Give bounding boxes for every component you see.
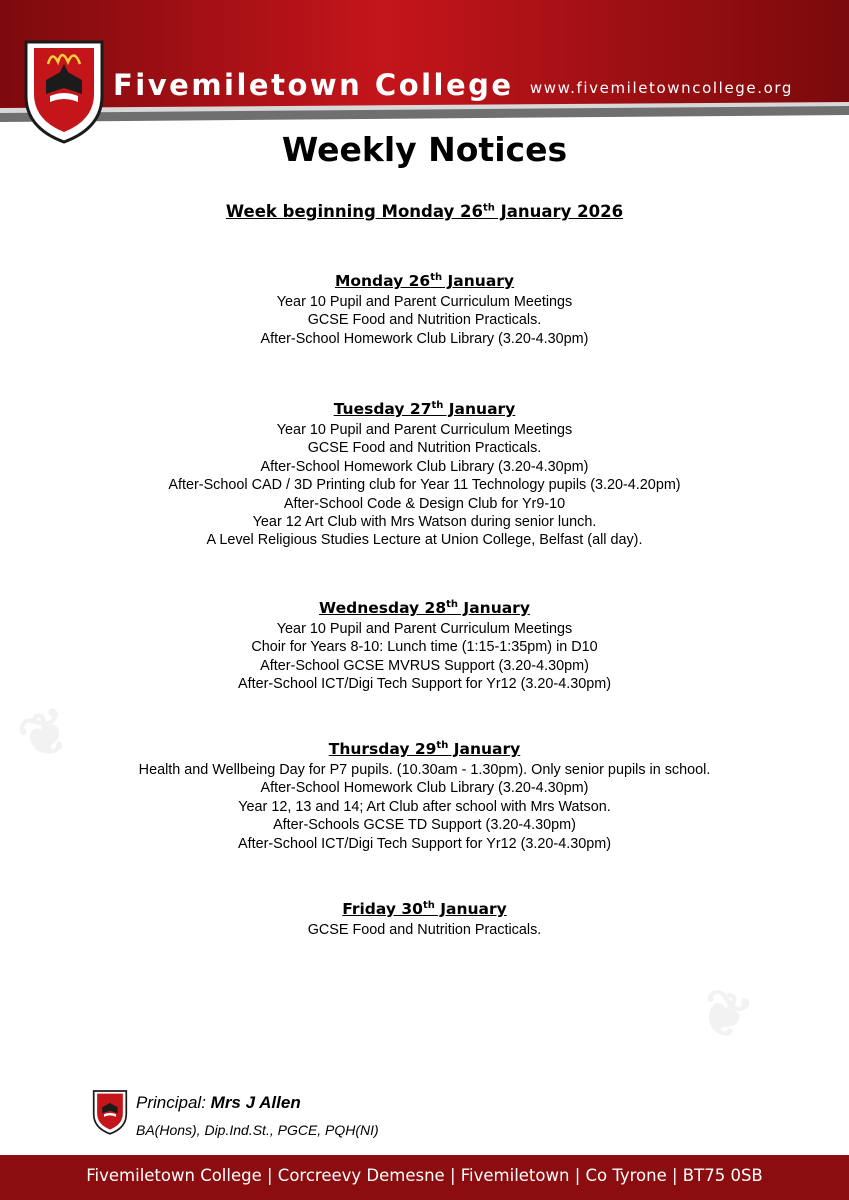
notice-item: GCSE Food and Nutrition Practicals. — [307, 922, 542, 938]
day-heading: Wednesday 28th January — [319, 598, 530, 617]
principal-block — [92, 1088, 492, 1148]
day-section-tuesday — [0, 400, 849, 550]
notice-item: Year 10 Pupil and Parent Curriculum Meetings — [276, 294, 573, 310]
footer-address: Fivemiletown College | Corcreevy Demesne | Fivemiletown | Co Tyrone | BT75 0SB — [86, 1166, 763, 1185]
background-watermark-right: ❦ — [689, 973, 761, 1057]
notice-item: After-School Homework Club Library (3.20-4.30pm) — [260, 458, 589, 475]
principal-name: Principal: Mrs J Allen — [136, 1093, 301, 1112]
notice-item: Year 12, 13 and 14; Art Club after school with Mrs Watson. — [238, 798, 611, 815]
notice-item: After-School GCSE MVRUS Support (3.20-4.30pm) — [260, 657, 589, 674]
notice-item: Choir for Years 8-10: Lunch time (1:15-1:35pm) in D10 — [251, 639, 598, 656]
day-heading: Tuesday 27th January — [333, 399, 516, 418]
day-section-wednesday — [0, 599, 849, 694]
day-heading: Friday 30th January — [342, 899, 507, 918]
notice-item: After-Schools GCSE TD Support (3.20-4.30pm) — [273, 817, 576, 834]
footer-address-bar — [0, 1155, 849, 1200]
day-heading: Thursday 29th January — [328, 739, 521, 758]
notice-item: A Level Religious Studies Lecture at Union College, Belfast (all day). — [206, 532, 643, 549]
notice-item: GCSE Food and Nutrition Practicals. — [307, 312, 542, 329]
header-banner — [0, 0, 849, 145]
notice-item: After-School CAD / 3D Printing club for Year 11 Technology pupils (3.20-4.20pm) — [168, 477, 681, 494]
website-link[interactable]: www.fivemiletowncollege.org — [529, 79, 793, 97]
background-watermark-left: ❦ — [9, 693, 81, 777]
notice-item: After-School Homework Club Library (3.20-4.30pm) — [260, 330, 589, 347]
small-crest-logo — [92, 1088, 128, 1136]
notice-item: Year 10 Pupil and Parent Curriculum Meetings — [276, 621, 573, 637]
notice-item: Year 10 Pupil and Parent Curriculum Meetings — [276, 422, 573, 438]
notice-item: After-School Homework Club Library (3.20-4.30pm) — [260, 780, 589, 797]
day-section-thursday — [0, 740, 849, 853]
day-heading: Monday 26th January — [334, 271, 515, 290]
notice-item: GCSE Food and Nutrition Practicals. — [307, 440, 542, 457]
notice-item: Health and Wellbeing Day for P7 pupils. (10.30am - 1.30pm). Only senior pupils in school. — [138, 762, 711, 778]
notice-item: After-School Code & Design Club for Yr9-10 — [283, 495, 566, 512]
principal-qualifications: BA(Hons), Dip.Ind.St., PGCE, PQH(NI) — [136, 1122, 379, 1138]
day-section-friday — [0, 900, 849, 939]
week-beginning-heading: Week beginning Monday 26th January 2026 — [225, 202, 624, 221]
notice-item: Year 12 Art Club with Mrs Watson during senior lunch. — [252, 514, 597, 531]
day-section-monday — [0, 272, 849, 348]
notice-item: After-School ICT/Digi Tech Support for Yr12 (3.20-4.30pm) — [238, 676, 611, 693]
notice-item: After-School ICT/Digi Tech Support for Yr12 (3.20-4.30pm) — [238, 835, 611, 852]
college-name: Fivemiletown College — [113, 68, 514, 102]
page-title: Weekly Notices — [281, 130, 568, 169]
